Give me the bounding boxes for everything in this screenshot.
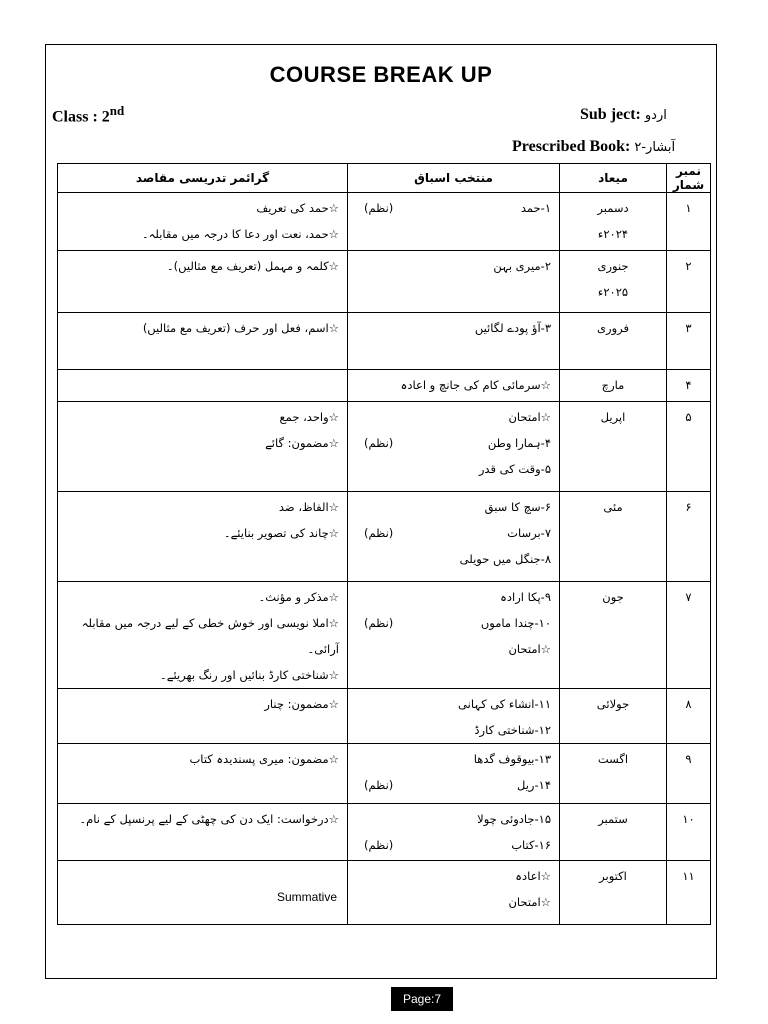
header-period: میعاد [560, 164, 667, 193]
period-cell [560, 492, 667, 582]
period-line: جنوری [597, 259, 629, 273]
objective-line: ☆مضمون: چنار [264, 697, 339, 711]
course-table [57, 163, 711, 925]
lesson-title: ۱۳-بیوقوف گدھا [473, 752, 551, 766]
objective-line: ☆مضمون: میری پسندیدہ کتاب [189, 752, 339, 766]
lesson-line [356, 430, 551, 456]
table-row [58, 402, 711, 492]
period-cell [560, 313, 667, 370]
lesson-line [356, 315, 551, 341]
number-cell [667, 313, 711, 370]
lessons-cell [348, 370, 560, 402]
period-cell [560, 744, 667, 804]
lesson-line [356, 520, 551, 546]
objectives-cell [58, 370, 348, 402]
objective-line: ☆اسم، فعل اور حرف (تعریف مع مثالیں) [142, 321, 339, 335]
objectives-cell [58, 804, 348, 861]
lessons-cell [348, 861, 560, 925]
period-line: ستمبر [598, 812, 628, 826]
lesson-line [356, 746, 551, 772]
lessons-cell [348, 193, 560, 251]
lessons-cell [348, 313, 560, 370]
lesson-title: ۲-میری بہن [493, 259, 551, 273]
lesson-title: ۱۴-ریل [517, 778, 551, 792]
lesson-title: ۷-برسات [507, 526, 551, 540]
period-cell [560, 370, 667, 402]
lesson-line [356, 717, 551, 743]
table-row [58, 804, 711, 861]
lessons-cell [348, 492, 560, 582]
row-number: ۵ [685, 410, 692, 424]
lesson-title: ۶-سچ کا سبق [484, 500, 551, 514]
number-cell [667, 193, 711, 251]
lesson-line [356, 456, 551, 482]
period-cell [560, 193, 667, 251]
objectives-cell [58, 251, 348, 313]
number-cell [667, 744, 711, 804]
lesson-title: ☆امتحان [508, 642, 551, 656]
row-number: ۹ [685, 752, 692, 766]
objective-line: ☆درخواست: ایک دن کی چھٹی کے لیے پرنسپل کے نام۔ [79, 812, 339, 826]
table-row [58, 251, 711, 313]
lessons-cell [348, 402, 560, 492]
lesson-title: ☆امتحان [508, 895, 551, 909]
nazm-tag: (نظم) [364, 526, 394, 540]
period-line: مارچ [601, 378, 625, 392]
page-title: COURSE BREAK UP [269, 62, 493, 87]
subject-header [580, 106, 667, 124]
number-cell [667, 402, 711, 492]
lesson-line [356, 195, 551, 221]
nazm-tag: (نظم) [364, 838, 394, 852]
nazm-tag: (نظم) [364, 778, 394, 792]
header-number: نمبر شمار [667, 164, 711, 193]
objective-line: ☆واحد، جمع [279, 410, 339, 424]
number-cell [667, 689, 711, 744]
lessons-cell [348, 804, 560, 861]
row-number: ۱۱ [682, 869, 695, 883]
nazm-tag: (نظم) [364, 616, 394, 630]
lesson-title: ۱۰-چندا ماموں [480, 616, 551, 630]
lesson-line [356, 253, 551, 279]
spacer [393, 430, 488, 456]
period-line: جون [602, 590, 624, 604]
objectives-cell [58, 313, 348, 370]
objectives-cell [58, 689, 348, 744]
objective-line: ☆مضمون: گائے [265, 436, 339, 450]
lesson-line [356, 610, 551, 636]
number-cell [667, 492, 711, 582]
period-cell [560, 804, 667, 861]
objective-line: ☆چاند کی تصویر بنایئے۔ [223, 526, 339, 540]
objective-line: ☆مذکر و مؤنث۔ [258, 590, 339, 604]
lessons-cell [348, 744, 560, 804]
number-cell [667, 804, 711, 861]
book-header [512, 138, 675, 156]
objectives-cell [58, 582, 348, 689]
header-objectives: گرائمر تدریسی مقاصد [58, 164, 348, 193]
spacer [393, 520, 507, 546]
period-line: جولائی [596, 697, 630, 711]
period-line: ۲۰۲۵ء [597, 285, 629, 299]
lessons-cell [348, 689, 560, 744]
objective-line: ☆شناختی کارڈ بنائیں اور رنگ بھریئے۔ [160, 668, 339, 682]
table-row [58, 313, 711, 370]
lesson-title: ☆امتحان [508, 410, 551, 424]
lesson-title: ۳-آؤ پودے لگائیں [474, 321, 551, 335]
header-lessons: منتخب اسباق [348, 164, 560, 193]
lesson-line [356, 806, 551, 832]
number-cell [667, 582, 711, 689]
lessons-cell [348, 582, 560, 689]
number-cell [667, 861, 711, 925]
period-line: اپریل [600, 410, 626, 424]
table-row [58, 861, 711, 925]
table-row [58, 370, 711, 402]
row-number: ۱ [685, 201, 692, 215]
period-line: اگست [597, 752, 629, 766]
objectives-cell [58, 193, 348, 251]
spacer [393, 610, 481, 636]
period-cell [560, 251, 667, 313]
lesson-line [356, 636, 551, 662]
number-cell [667, 370, 711, 402]
class-label: Class : 2 [52, 108, 110, 126]
table-row [58, 582, 711, 689]
lesson-title: ۵-وقت کی قدر [478, 462, 551, 476]
subject-label: Sub ject: [580, 106, 641, 123]
lesson-title: ۸-جنگل میں حویلی [459, 552, 551, 566]
lesson-title: ۱۱-انشاء کی کہانی [458, 697, 551, 711]
table-body [58, 193, 711, 925]
objective-line: ☆حمد، نعت اور دعا کا درجہ میں مقابلہ۔ [141, 227, 339, 241]
row-number: ۳ [685, 321, 692, 335]
objective-line: ☆املا نویسی اور خوش خطی کے لیے درجہ میں مقابلہ آرائی۔ [81, 616, 339, 656]
nazm-tag: (نظم) [364, 436, 394, 450]
objectives-cell [58, 402, 348, 492]
period-line: ۲۰۲۴ء [597, 227, 629, 241]
class-sup: nd [109, 103, 125, 118]
lesson-line [356, 772, 551, 798]
summative-label: Summative [276, 890, 337, 904]
period-cell [560, 582, 667, 689]
period-line: فروری [597, 321, 629, 335]
period-line: مئی [603, 500, 623, 514]
objective-line: ☆حمد کی تعریف [256, 201, 339, 215]
objectives-cell [58, 744, 348, 804]
row-number: ۸ [685, 697, 692, 711]
book-value: آبشار-۲ [634, 140, 676, 155]
lesson-line [356, 494, 551, 520]
period-cell [560, 861, 667, 925]
nazm-tag: (نظم) [364, 201, 394, 215]
objective-line: ☆الفاظ، ضد [278, 500, 339, 514]
number-cell [667, 251, 711, 313]
subject-value: اردو [644, 108, 667, 123]
book-label: Prescribed Book: [512, 138, 631, 155]
lesson-title: ۱۲-شناختی کارڈ [474, 723, 551, 737]
row-number: ۴ [685, 378, 692, 392]
table-header-row [58, 164, 711, 193]
table-row [58, 492, 711, 582]
period-line: دسمبر [597, 201, 629, 215]
table-row [58, 193, 711, 251]
lesson-line [356, 832, 551, 858]
lesson-title: ۱۶-کتاب [511, 838, 551, 852]
lesson-line [356, 404, 551, 430]
objectives-cell [58, 492, 348, 582]
lesson-line [356, 691, 551, 717]
class-header [52, 103, 124, 126]
spacer [393, 832, 511, 858]
lessons-cell [348, 251, 560, 313]
row-number: ۱۰ [682, 812, 695, 826]
lesson-title: ۱۵-جادوئی چولا [477, 812, 551, 826]
row-number: ۶ [685, 500, 692, 514]
row-number: ۲ [685, 259, 692, 273]
spacer [393, 772, 517, 798]
lesson-title: ۱-حمد [520, 201, 551, 215]
lesson-line [356, 546, 551, 572]
period-cell [560, 402, 667, 492]
lesson-line [356, 372, 551, 398]
lesson-title: ☆اعادہ [515, 869, 551, 883]
lesson-title: ☆سرمائی کام کی جانچ و اعادہ [400, 378, 551, 392]
spacer [393, 195, 521, 221]
table-row [58, 689, 711, 744]
lesson-line [356, 889, 551, 915]
lesson-line [356, 863, 551, 889]
lesson-title: ۴-ہمارا وطن [487, 436, 551, 450]
lesson-line [356, 584, 551, 610]
objective-line: ☆کلمہ و مہمل (تعریف مع مثالیں)۔ [166, 259, 339, 273]
period-line: اکتوبر [599, 869, 627, 883]
table-row [58, 744, 711, 804]
page-number: Page:7 [391, 987, 453, 1011]
row-number: ۷ [685, 590, 692, 604]
period-cell [560, 689, 667, 744]
lesson-title: ۹-پکا ارادہ [500, 590, 551, 604]
